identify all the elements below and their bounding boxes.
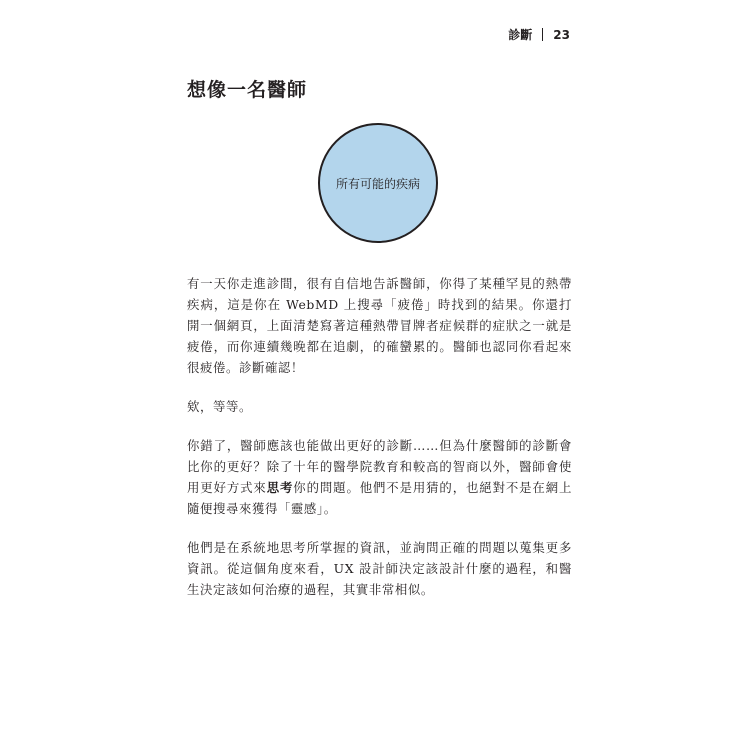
paragraph-2: 欸，等等。 (187, 399, 252, 414)
section-name: 診斷 (508, 28, 533, 42)
paragraph-3-end: 你的問題。他們不是用猜的，也絕對不是在網上隨便搜尋來獲得「靈感」。 (187, 480, 572, 516)
circle-label: 所有可能的疾病 (335, 176, 420, 191)
paragraph-1: 有一天你走進診間，很有自信地告訴醫師，你得了某種罕見的熱帶疾病，這是你在 WebMD 上搜尋「疲倦」時找到的結果。你還打開一個網頁，上面清楚寫著這種熱帶冒牌者症候群的症狀之一就是疲倦，而你連續幾晚都在追劇，的確蠻累的。醫師也認同你看起來很疲倦。診斷確認！ (187, 276, 572, 375)
emphasis-think: 思考 (266, 480, 294, 495)
page-title: 想像一名醫師 (187, 79, 308, 101)
page-number: 23 (553, 27, 570, 42)
body-text (187, 273, 572, 618)
paragraph-3 (187, 435, 572, 519)
paragraph-4: 他們是在系統地思考所掌握的資訊，並詢問正確的問題以蒐集更多資訊。從這個角度來看，UX 設計師決定該設計什麼的過程，和醫生決定該如何治療的過程，其實非常相似。 (187, 540, 572, 597)
paragraph-3-start: 你錯了，醫師應該也能做出更好的診斷……但為什麼醫師的診斷會比你的更好？除了十年的醫學院教育和較高的智商以外，醫師會使用更好方式來 (187, 438, 572, 495)
all-diseases-circle (318, 123, 438, 243)
header-divider (542, 28, 543, 41)
running-header (508, 26, 570, 43)
